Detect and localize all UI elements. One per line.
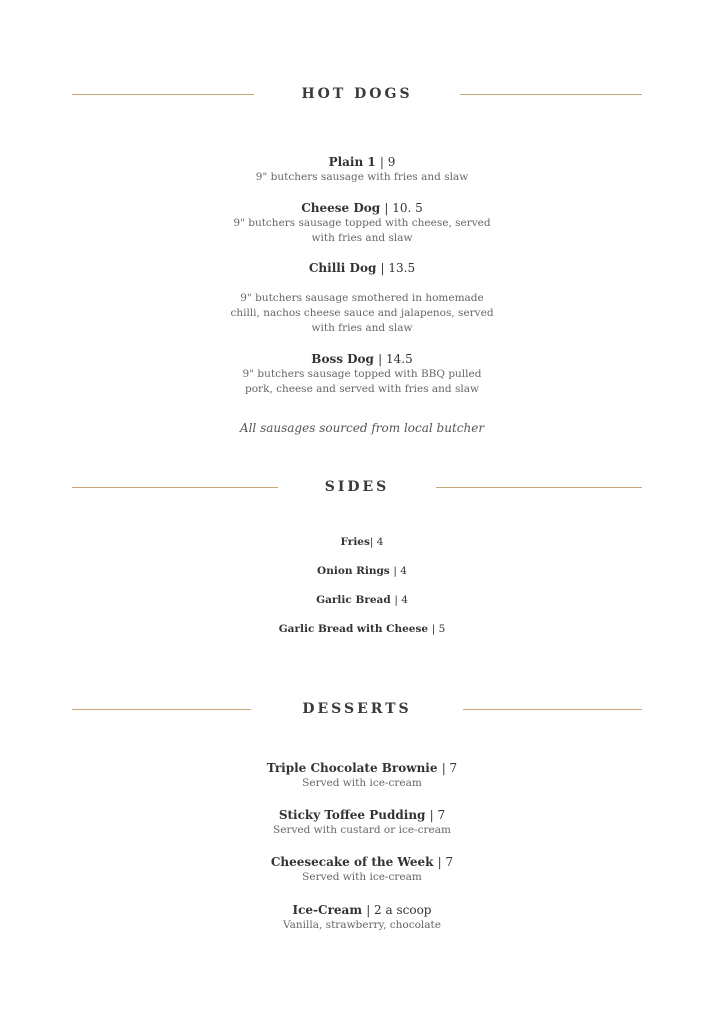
menu-item [0,903,724,933]
item-name: Ice-Cream [292,903,363,917]
menu-item [0,201,724,246]
item-name: Garlic Bread [316,594,391,606]
side-item [0,623,724,635]
section-title: DESSERTS [302,701,412,717]
item-name: Chilli Dog [308,261,377,275]
item-name: Plain 1 [328,155,376,169]
item-price: | 4 [393,565,407,577]
item-name: Cheese Dog [301,201,381,215]
side-item [0,594,724,606]
item-description: Served with ice-cream [302,777,422,789]
item-price: | 10. 5 [384,201,423,215]
item-name: Triple Chocolate Brownie [266,761,438,775]
item-price: | 13.5 [380,261,416,275]
item-name: Onion Rings [317,565,390,577]
sourcing-note: All sausages sourced from local butcher [239,421,485,435]
section-title: HOT DOGS [301,86,413,102]
menu-item [0,808,724,838]
side-item [0,565,724,577]
item-price: | 7 [437,855,454,869]
section-title: SIDES [324,479,390,495]
divider-line [463,709,642,710]
item-price: | 9 [379,155,396,169]
sides-header [72,477,642,497]
hotdogs-header [72,84,642,104]
item-price: | 4 [369,536,384,548]
menu-item [0,761,724,791]
side-item [0,536,724,548]
item-price: | 4 [394,594,408,606]
item-description: Served with ice-cream [302,871,422,883]
menu-item [0,352,724,397]
item-price: | 7 [441,761,458,775]
item-name: Garlic Bread with Cheese [278,623,429,635]
item-description: 9" butchers sausage with fries and slaw [255,171,469,183]
divider-line [460,94,642,95]
menu-item [0,155,724,185]
item-name: Sticky Toffee Pudding [278,808,426,822]
item-name: Boss Dog [311,352,374,366]
item-price: | 14.5 [378,352,413,366]
item-price: | 2 a scoop [366,903,432,917]
item-description: 9" butchers sausage topped with BBQ pulled pork, cheese and served with fries and slaw [242,368,482,395]
desserts-header [72,699,642,719]
item-name: Cheesecake of the Week [270,855,434,869]
item-name: Fries [340,536,370,548]
menu-item [0,261,724,336]
divider-line [436,487,642,488]
item-description: 9" butchers sausage smothered in homemade chilli, nachos cheese sauce and jalapenos, served with fries and slaw [230,292,494,334]
menu-item [0,855,724,885]
item-description: Vanilla, strawberry, chocolate [283,919,441,931]
item-price: | 5 [431,623,446,635]
item-description: 9" butchers sausage topped with cheese, served with fries and slaw [233,217,491,244]
item-price: | 7 [429,808,446,822]
item-description: Served with custard or ice-cream [273,824,451,836]
